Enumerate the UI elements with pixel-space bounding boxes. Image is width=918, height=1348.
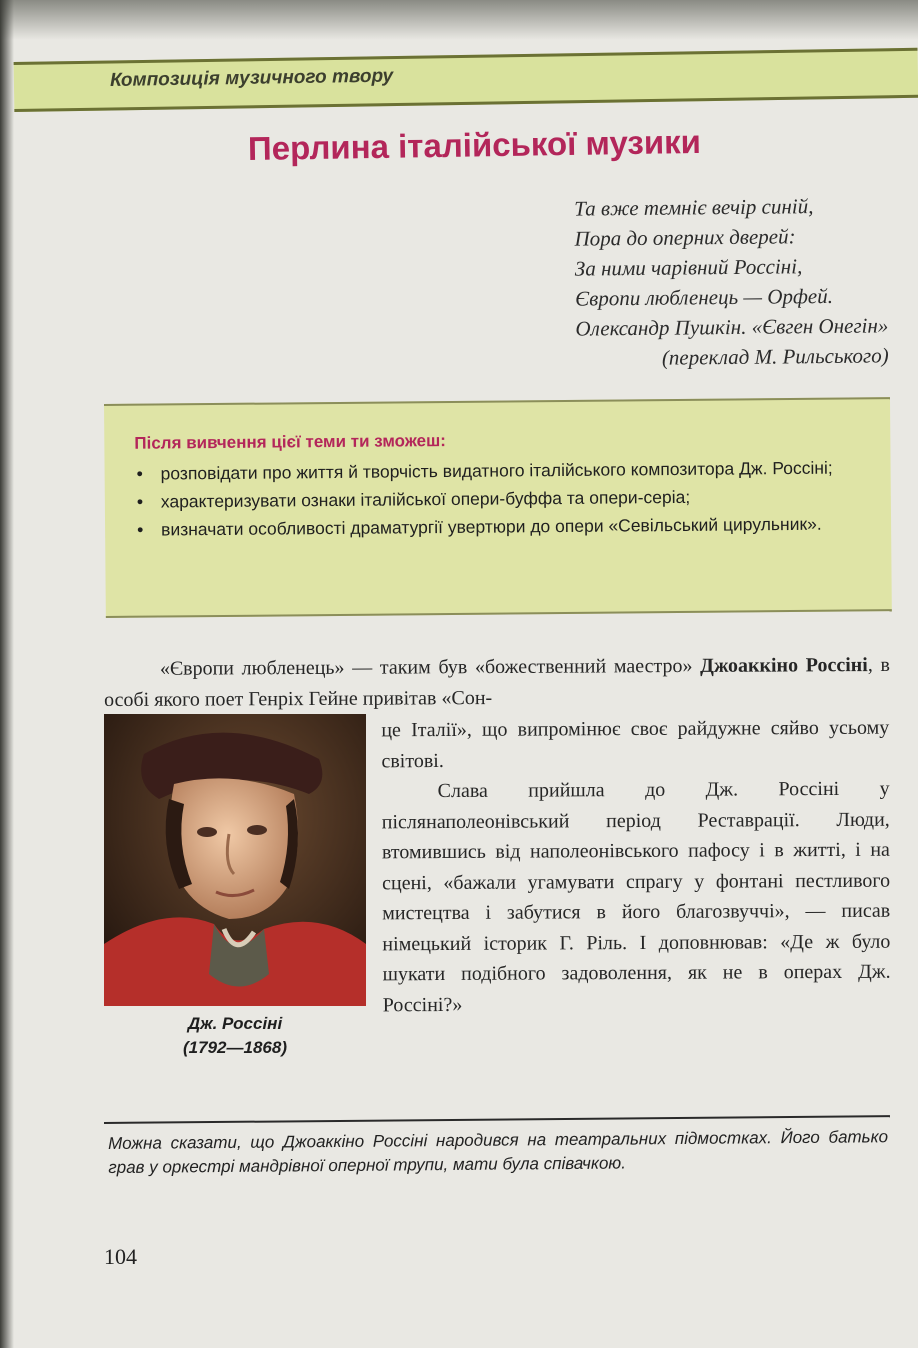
epigraph — [574, 190, 889, 373]
body-paragraph-fame: Слава прийшла до Дж. Россіні у післянаполеонівський період Реставрації. Люди, втомившись від наполеонівського пафосу і в житті, і на сцені, «бажали угамувати спрагу у фонтані пестливого мистецтва і забутися в його благозвуччі», — писав німецький історик Г. Ріль. І доповнював: «Де ж було шукати подібного задоволення, як не в операх Дж. Россіні?» — [381, 777, 891, 1016]
rossini-portrait-image — [104, 714, 366, 1006]
page-number: 104 — [104, 1244, 137, 1269]
epigraph-line: Пора до оперних дверей: — [574, 224, 796, 251]
caption-name: Дж. Россіні — [187, 1014, 283, 1033]
body-column-right — [381, 713, 891, 1021]
composer-name: Джоаккіно Россіні — [700, 654, 868, 677]
page-top-shadow — [0, 0, 918, 40]
epigraph-author: Олександр Пушкін. «Євген Онегін» — [575, 313, 889, 341]
goal-item: • характеризувати ознаки італійської опери-буффа та опери-серіа; — [161, 481, 865, 515]
epigraph-translation: (переклад М. Рильського) — [661, 343, 889, 370]
intro-text: «Європи любленець» — таким був «божественний маестро» — [159, 654, 693, 680]
page-left-shadow — [0, 0, 14, 1348]
intro-text-rest: , в особі якого поет Генріх Гейне привітав «Сон- — [104, 653, 890, 711]
goal-item: • визначати особливості драматургії увертюри до опери «Севільський цирульник». — [161, 509, 865, 543]
portrait-caption — [104, 1012, 366, 1060]
intro-continuation: це Італії», що випромінює своє райдужне сяйво усьому світові. — [381, 716, 890, 772]
footnote-divider — [104, 1115, 890, 1124]
epigraph-line: За ними чарівний Россіні, — [574, 254, 803, 281]
page-title: Перлина італійської музики — [247, 122, 702, 167]
goal-item: • розповідати про життя й творчість видатного італійського композитора Дж. Россіні; — [160, 453, 864, 487]
portrait-illustration — [104, 714, 366, 1006]
section-title: Композиція музичного твору — [109, 65, 394, 91]
epigraph-line: Та вже темніє вечір синій, — [574, 194, 814, 221]
learning-goals-box — [104, 397, 892, 618]
caption-years: (1792—1868) — [183, 1038, 287, 1057]
goals-list — [134, 453, 865, 543]
epigraph-line: Європи любленець — Орфей. — [575, 283, 834, 311]
goals-heading: Після вивчення цієї теми ти зможеш: — [134, 431, 446, 453]
body-paragraph-intro — [104, 650, 890, 715]
footnote-text: Можна сказати, що Джоаккіно Россіні народився на театральних підмостках. Його батько грав у оркестрі мандрівної оперної трупи, мати була співачкою. — [108, 1127, 889, 1177]
